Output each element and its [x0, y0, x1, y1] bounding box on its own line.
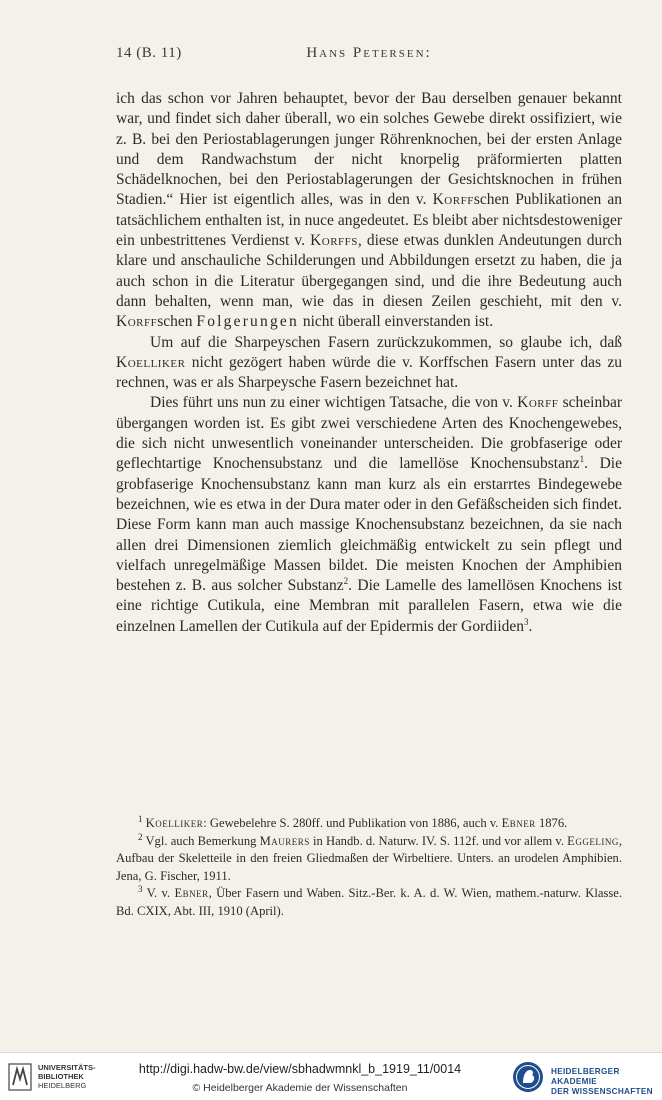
footnote-ref-3: 3	[524, 616, 529, 627]
footnote-ref-2: 2	[343, 575, 349, 586]
permalink-url[interactable]: http://digi.hadw-bw.de/view/sbhadwmnkl_b_1919_11/0014	[138, 1062, 462, 1076]
footnote-3: $^3$ V. v. Ebner, Über Fasern und Waben. Sitz.-Ber. k. A. d. W. Wien, mathem.-naturw. Klasse. Bd. CXIX, Abt. III, 1910 (April).	[116, 883, 622, 918]
hadw-label: HEIDELBERGER AKADEMIE DER WISSENSCHAFTEN	[551, 1067, 653, 1096]
footnote-2: $^2$ Vgl. auch Bemerkung Maurers in Handb. d. Naturw. IV. S. 112f. und vor allem v. Eggeling, Aufbau der Skeletteile in den freien Gliedmaßen der Wirbeltiere. Unters. an urodelen Amphibien. Jena, G. Fischer, 1911.	[116, 831, 623, 883]
hadw-seal-logo-icon[interactable]	[512, 1061, 544, 1093]
copyright-notice: © Heidelberger Akademie der Wissenschaften	[192, 1082, 408, 1094]
ub-heidelberg-label: UNIVERSITÄTS- BIBLIOTHEK HEIDELBERG	[38, 1063, 96, 1090]
body-text	[116, 89, 622, 637]
paragraph-3: Dies führt uns nun zu einer wichtigen Tatsache, die von v. Korff scheinbar übergangen worden ist. Es gibt zwei verschiedene Arten des Knochengewebes, die sich nicht unwesentlich voneinander unterscheiden. Die grobfaserige oder geflechtartige Knochensubstanz und die lamellöse Knochensubstanz$^1$. Die grobfaserige Knochensubstanz kann man kurz als ein erstarrtes Bindegewebe bezeichnen, wie es etwa in der Dura mater oder in den Gefäßscheiden sich findet. Diese Form kann man auch massige Knochensubstanz bezeichnen, da sie nach allen drei Dimensionen ziemlich gleichmäßig entwickelt zu sein pflegt und vielfach unregelmäßige Massen bildet. Die meisten Knochen der Amphibien bestehen z. B. aus solcher Substanz$^2$. Die Lamelle des lamellösen Knochens ist eine richtige Cutikula, eine Membran mit parallelen Fasern, etwa wie die einzelnen Lamellen der Cutikula auf der Epidermis der Gordiiden$^3$.	[116, 394, 622, 635]
viewer-footer	[0, 1052, 662, 1100]
footnote-1: $^1$ Koelliker: Gewebelehre S. 280ff. und Publikation von 1886, auch v. Ebner 1876.	[138, 813, 568, 830]
ub-heidelberg-logo-icon[interactable]	[8, 1063, 32, 1091]
paragraph-1: ich das schon vor Jahren behauptet, bevor der Bau derselben genauer bekannt war, und findet sich daher überall, wo ein solches Gewebe direkt ossifiziert, wie z. B. bei den Periostablagerungen junger Röhrenknochen, bei der ersten Anlage und dem Randwachstum der nicht knorpelig präformierten platten Schädelknochen, bei den Periostablagerungen der Gesichtsknochen in frühen Stadien.“ Hier ist eigentlich alles, was in den v. Korffschen Publikationen an tatsächlichem enthalten ist, in nuce angedeutet. Es bleibt aber nichtsdestoweniger ein unbestrittenes Verdienst v. Korffs, diese etwas dunklen Andeutungen durch klare und anschauliche Schilderungen und Abbildungen ersetzt zu haben, die ja auch schon in die Literatur übergegangen sind, und die ihre Bedeutung auch dann behalten, wenn man, wie das in diesen Zeilen geschieht, mit den v. Korffschen Folgerungen nicht überall einverstanden ist.	[116, 90, 623, 331]
page-number: 14 (B. 11)	[116, 45, 182, 61]
running-title: Hans Petersen:	[306, 45, 432, 61]
footnote-ref-1: 1	[579, 454, 585, 465]
footnotes	[116, 815, 622, 920]
paragraph-2: Um auf die Sharpeyschen Fasern zurückzukommen, so glaube ich, daß Koelliker nicht gezögert haben würde die v. Korffschen Fasern unter das zu rechnen, was er als Sharpeysche Fasern bezeichnet hat.	[116, 333, 622, 392]
